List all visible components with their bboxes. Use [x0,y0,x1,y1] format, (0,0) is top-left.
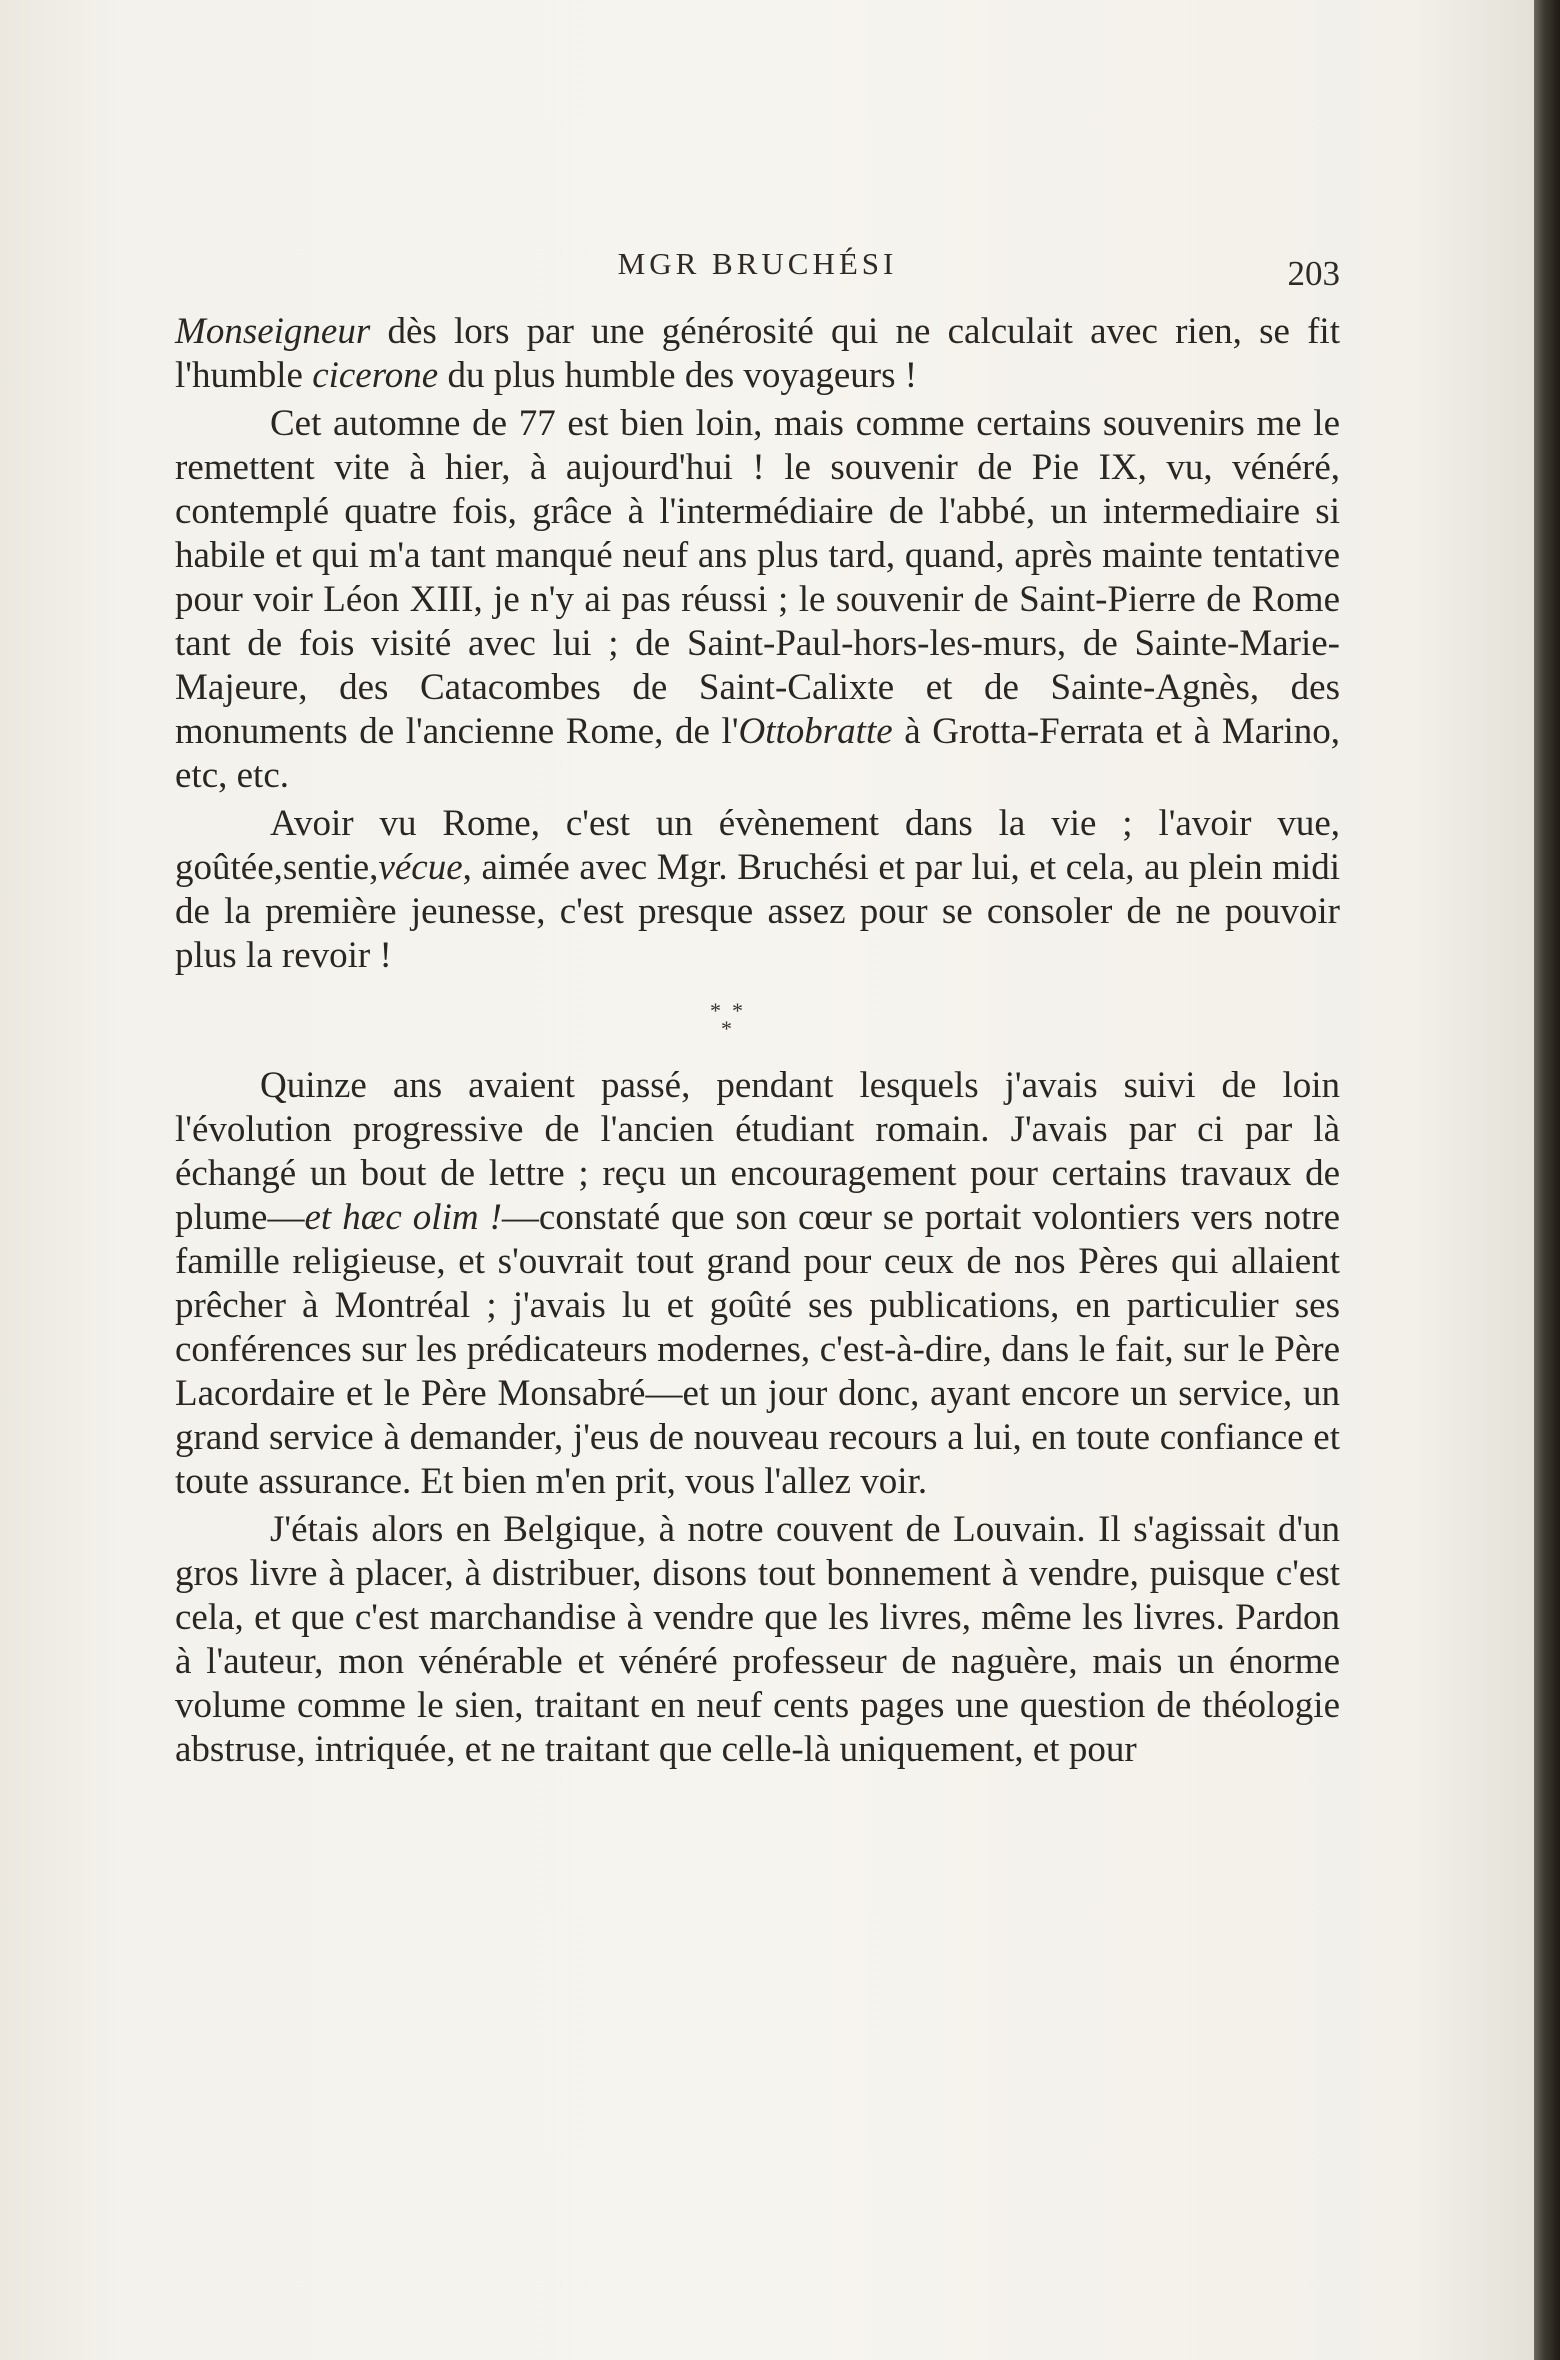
paragraph-5: J'étais alors en Belgique, à notre couvent de Louvain. Il s'agissait d'un gros livre à placer, à distribuer, disons tout bonnement à vendre, puisque c'est cela, et que c'est marchandise à vendre que les livres, même les livres. Pardon à l'auteur, mon vénérable et vénéré professeur de naguère, mais un énorme volume comme le sien, traitant en neuf cents pages une question de théologie abstruse, intriquée, et ne traitant que celle-là uniquement, et pour [175,1509,1340,1770]
italic-ottobratte: Ottobratte [738,711,893,752]
body-text [175,310,1340,1772]
paragraph-4-text-b: —constaté que son cœur se portait volontiers vers notre famille religieuse, et s'ouvrait tout grand pour ceux de nos Pères qui allaient prêcher à Montréal ; j'avais lu et goûté ses publications, en particulier ses conférences sur les prédicateurs modernes, c'est-à-dire, dans le fait, sur le Père Lacordaire et le Père Monsabré—et un jour donc, ayant encore un service, un grand service à demander, j'eus de nouveau recours a lui, en toute confiance et toute assurance. Et bien m'en prit, vous l'allez voir. [175,1197,1340,1502]
page-edge-shadow [1534,0,1560,2360]
paragraph-1 [175,310,1340,398]
separator-star-left: * [710,998,721,1023]
page-header [175,240,1340,300]
paragraph-1-text-b: du plus humble des voyageurs ! [438,355,918,396]
page-number: 203 [1287,254,1340,293]
paragraph-3-text-b: , aimée avec Mgr. Bruchési et par lui, et cela, au plein midi de la première jeunesse, c'est presque assez pour se consoler de ne pouvoir plus la revoir ! [175,847,1340,976]
italic-monseigneur: Monseigneur [175,311,371,352]
paragraph-1-text-a: dès lors par une générosité qui ne calculait avec rien, se fit l'humble [175,311,1340,396]
italic-vecue: vécue [378,847,463,888]
paragraph-3-text-a: Avoir vu Rome, c'est un évènement dans la vie ; l'avoir vue, goûtée,sentie, [175,803,1340,888]
running-head: MGR BRUCHÉSI [617,246,898,281]
separator-star-right: * [732,998,743,1023]
section-separator [175,982,1340,1060]
paragraph-4 [175,1064,1340,1504]
paragraph-2-text-b: à Grotta-Ferrata et à Marino, etc, etc. [175,711,1340,796]
paragraph-2-text-a: Cet automne de 77 est bien loin, mais comme certains souvenirs me le remettent vite à hier, à aujourd'hui ! le souvenir de Pie IX, vu, vénéré, contemplé quatre fois, grâce à l'intermédiaire de l'abbé, un intermediaire si habile et qui m'a tant manqué neuf ans plus tard, quand, après mainte tentative pour voir Léon XIII, je n'y ai pas réussi ; le souvenir de Saint-Pierre de Rome tant de fois visité avec lui ; de Saint-Paul-hors-les-murs, de Sainte-Marie-Majeure, des Catacombes de Saint-Calixte et de Sainte-Agnès, des monuments de l'ancienne Rome, de l' [175,403,1340,752]
paragraph-4-text-a: Quinze ans avaient passé, pendant lesquels j'avais suivi de loin l'évolution progressive de l'ancien étudiant romain. J'avais par ci par là échangé un bout de lettre ; reçu un encouragement pour certains travaux de plume— [175,1065,1340,1238]
paragraph-3 [175,802,1340,978]
paragraph-2 [175,402,1340,798]
italic-et-haec-olim: et hæc olim ! [304,1197,502,1238]
separator-star-bottom: * [721,1016,732,1041]
italic-cicerone: cicerone [312,355,439,396]
